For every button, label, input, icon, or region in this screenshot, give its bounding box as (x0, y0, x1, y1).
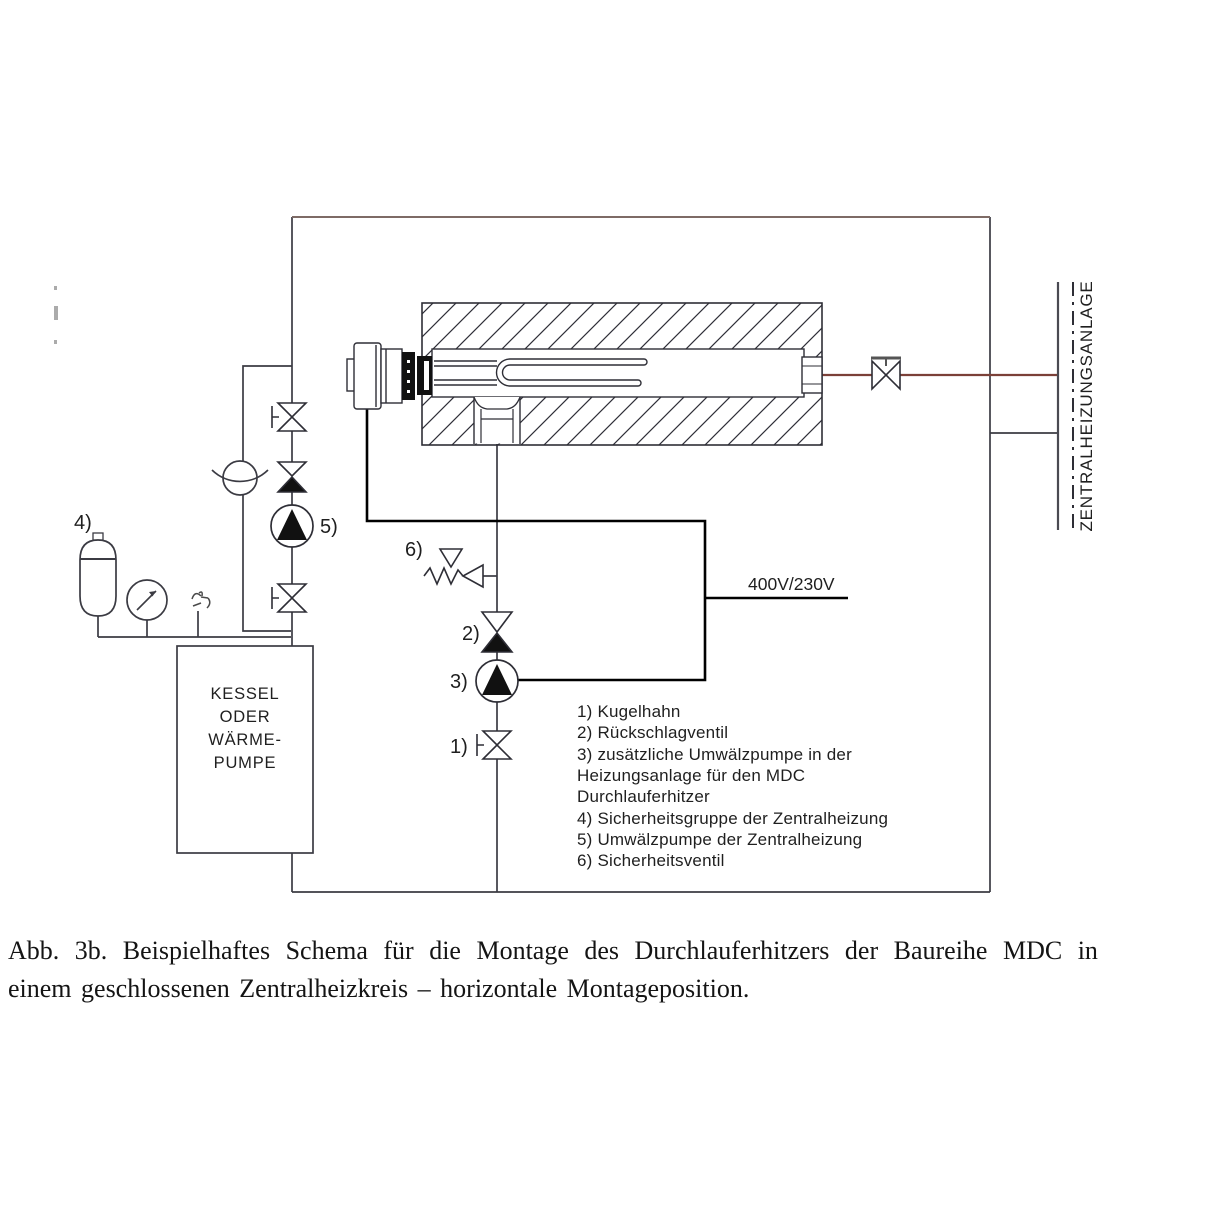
ball-valve-upper-icon (272, 403, 306, 431)
caption-line2: einem geschlossenen Zentralheizkreis – horizontale Montageposition. (8, 974, 750, 1003)
outlet-ball-valve-icon (871, 358, 901, 389)
power-supply-label: 400V/230V (748, 574, 835, 594)
boiler-label-line3: WÄRME- (208, 731, 282, 749)
heater-chamber (432, 349, 804, 397)
boiler-box (177, 646, 313, 853)
callout-2: 2) (462, 623, 480, 645)
central-heating-system-label: ZENTRALHEIZUNGSANLAGE (1077, 280, 1096, 532)
callout-3: 3) (450, 671, 468, 693)
ball-valve-lower-icon (272, 584, 306, 612)
boiler-label-line1: KESSEL (210, 685, 280, 703)
check-valve-riser-icon (278, 462, 306, 492)
heater-body (422, 303, 822, 445)
legend-line: 6) Sicherheitsventil (577, 851, 725, 870)
legend-line: 5) Umwälzpumpe der Zentralheizung (577, 830, 863, 849)
heater-bottom-port (474, 397, 520, 444)
figure-caption (8, 932, 1204, 1008)
boiler-label-line2: ODER (219, 708, 271, 726)
pressure-gauge-icon (127, 580, 167, 620)
caption-line1: Abb. 3b. Beispielhaftes Schema für die Montage des Durchlauferhitzers der Baureihe MDC in (8, 936, 1098, 965)
ball-valve-1-icon (477, 731, 511, 759)
air-vent-icon (192, 592, 210, 608)
legend-line: 3) zusätzliche Umwälzpumpe in der (577, 745, 852, 764)
check-valve-2-icon (482, 612, 512, 652)
electrical-wiring (367, 409, 848, 680)
safety-valve-6-icon (424, 549, 483, 587)
expansion-vessel-icon (80, 533, 116, 616)
legend-line: 2) Rückschlagventil (577, 723, 729, 742)
callout-5: 5) (320, 516, 338, 538)
pump-5-icon (271, 505, 313, 547)
callout-6: 6) (405, 539, 423, 561)
heater-connector-icon (347, 343, 432, 409)
legend (577, 702, 888, 870)
pump-3-icon (476, 660, 518, 702)
legend-line: 4) Sicherheitsgruppe der Zentralheizung (577, 809, 889, 828)
boiler-label-line4: PUMPE (213, 754, 277, 772)
scan-artifacts (54, 286, 58, 344)
system-boundary (1058, 282, 1073, 530)
sensor-icon (212, 461, 268, 495)
heater-outlet-fitting (802, 357, 822, 393)
legend-line: Durchlauferhitzer (577, 787, 710, 806)
legend-line: Heizungsanlage für den MDC (577, 766, 806, 785)
callout-4: 4) (74, 512, 92, 534)
callout-1: 1) (450, 736, 468, 758)
legend-line: 1) Kugelhahn (577, 702, 681, 721)
